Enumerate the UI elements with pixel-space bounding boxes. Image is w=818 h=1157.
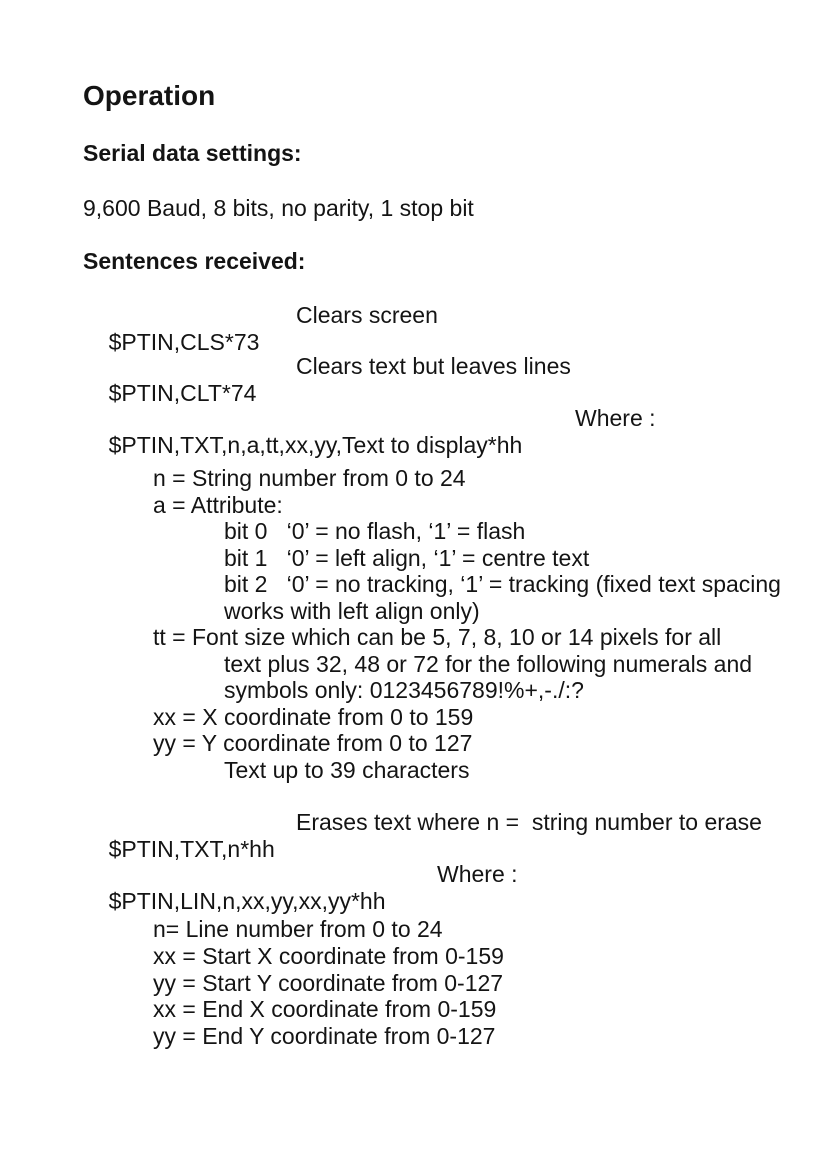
- param-line: bit 0 ‘0’ = no flash, ‘1’ = flash: [224, 518, 526, 544]
- param-line: n= Line number from 0 to 24: [153, 916, 443, 942]
- lin-parameter-list: [0, 916, 818, 1050]
- txt-parameter-list: [0, 465, 818, 783]
- param-line: xx = End X coordinate from 0-159: [153, 996, 497, 1023]
- param-line: a = Attribute:: [153, 491, 283, 518]
- param-line: yy = Start Y coordinate from 0-127: [153, 969, 504, 996]
- sentence-txt-erase-description: Erases text where n = string number to erase: [296, 809, 762, 835]
- serial-data-settings-value: 9,600 Baud, 8 bits, no parity, 1 stop bit: [83, 195, 474, 221]
- param-line: bit 2 ‘0’ = no tracking, ‘1’ = tracking (fixed text spacing: [224, 571, 781, 597]
- sentence-cls: $PTIN,CLS*73: [108, 329, 260, 355]
- param-line: tt = Font size which can be 5, 7, 8, 10 or 14 pixels for all: [153, 624, 722, 650]
- serial-data-settings-heading: Serial data settings:: [83, 140, 302, 166]
- page-title: Operation: [83, 80, 216, 111]
- sentence-cls-description: Clears screen: [296, 302, 438, 328]
- sentence-txt-erase: $PTIN,TXT,n*hh: [108, 836, 275, 862]
- param-line: yy = End Y coordinate from 0-127: [153, 1023, 496, 1049]
- sentence-lin-where-label: Where :: [437, 861, 518, 887]
- param-line: bit 1 ‘0’ = left align, ‘1’ = centre text: [224, 544, 590, 571]
- param-line: text plus 32, 48 or 72 for the following numerals and: [224, 650, 753, 677]
- sentences-received-heading: Sentences received:: [83, 248, 306, 274]
- param-line: works with left align only): [224, 597, 480, 624]
- param-line: n = String number from 0 to 24: [153, 465, 466, 491]
- sentence-txt-where-label: Where :: [575, 405, 656, 431]
- param-line: Text up to 39 characters: [224, 756, 470, 783]
- param-line: symbols only: 0123456789!%+,-./:?: [224, 677, 584, 703]
- sentence-lin: $PTIN,LIN,n,xx,yy,xx,yy*hh: [108, 888, 386, 914]
- param-line: xx = X coordinate from 0 to 159: [153, 703, 474, 730]
- sentence-txt: $PTIN,TXT,n,a,tt,xx,yy,Text to display*hh: [108, 432, 523, 458]
- param-line: xx = Start X coordinate from 0-159: [153, 942, 504, 969]
- param-line: yy = Y coordinate from 0 to 127: [153, 730, 473, 756]
- sentence-clt: $PTIN,CLT*74: [108, 380, 257, 406]
- sentence-clt-description: Clears text but leaves lines: [296, 353, 571, 379]
